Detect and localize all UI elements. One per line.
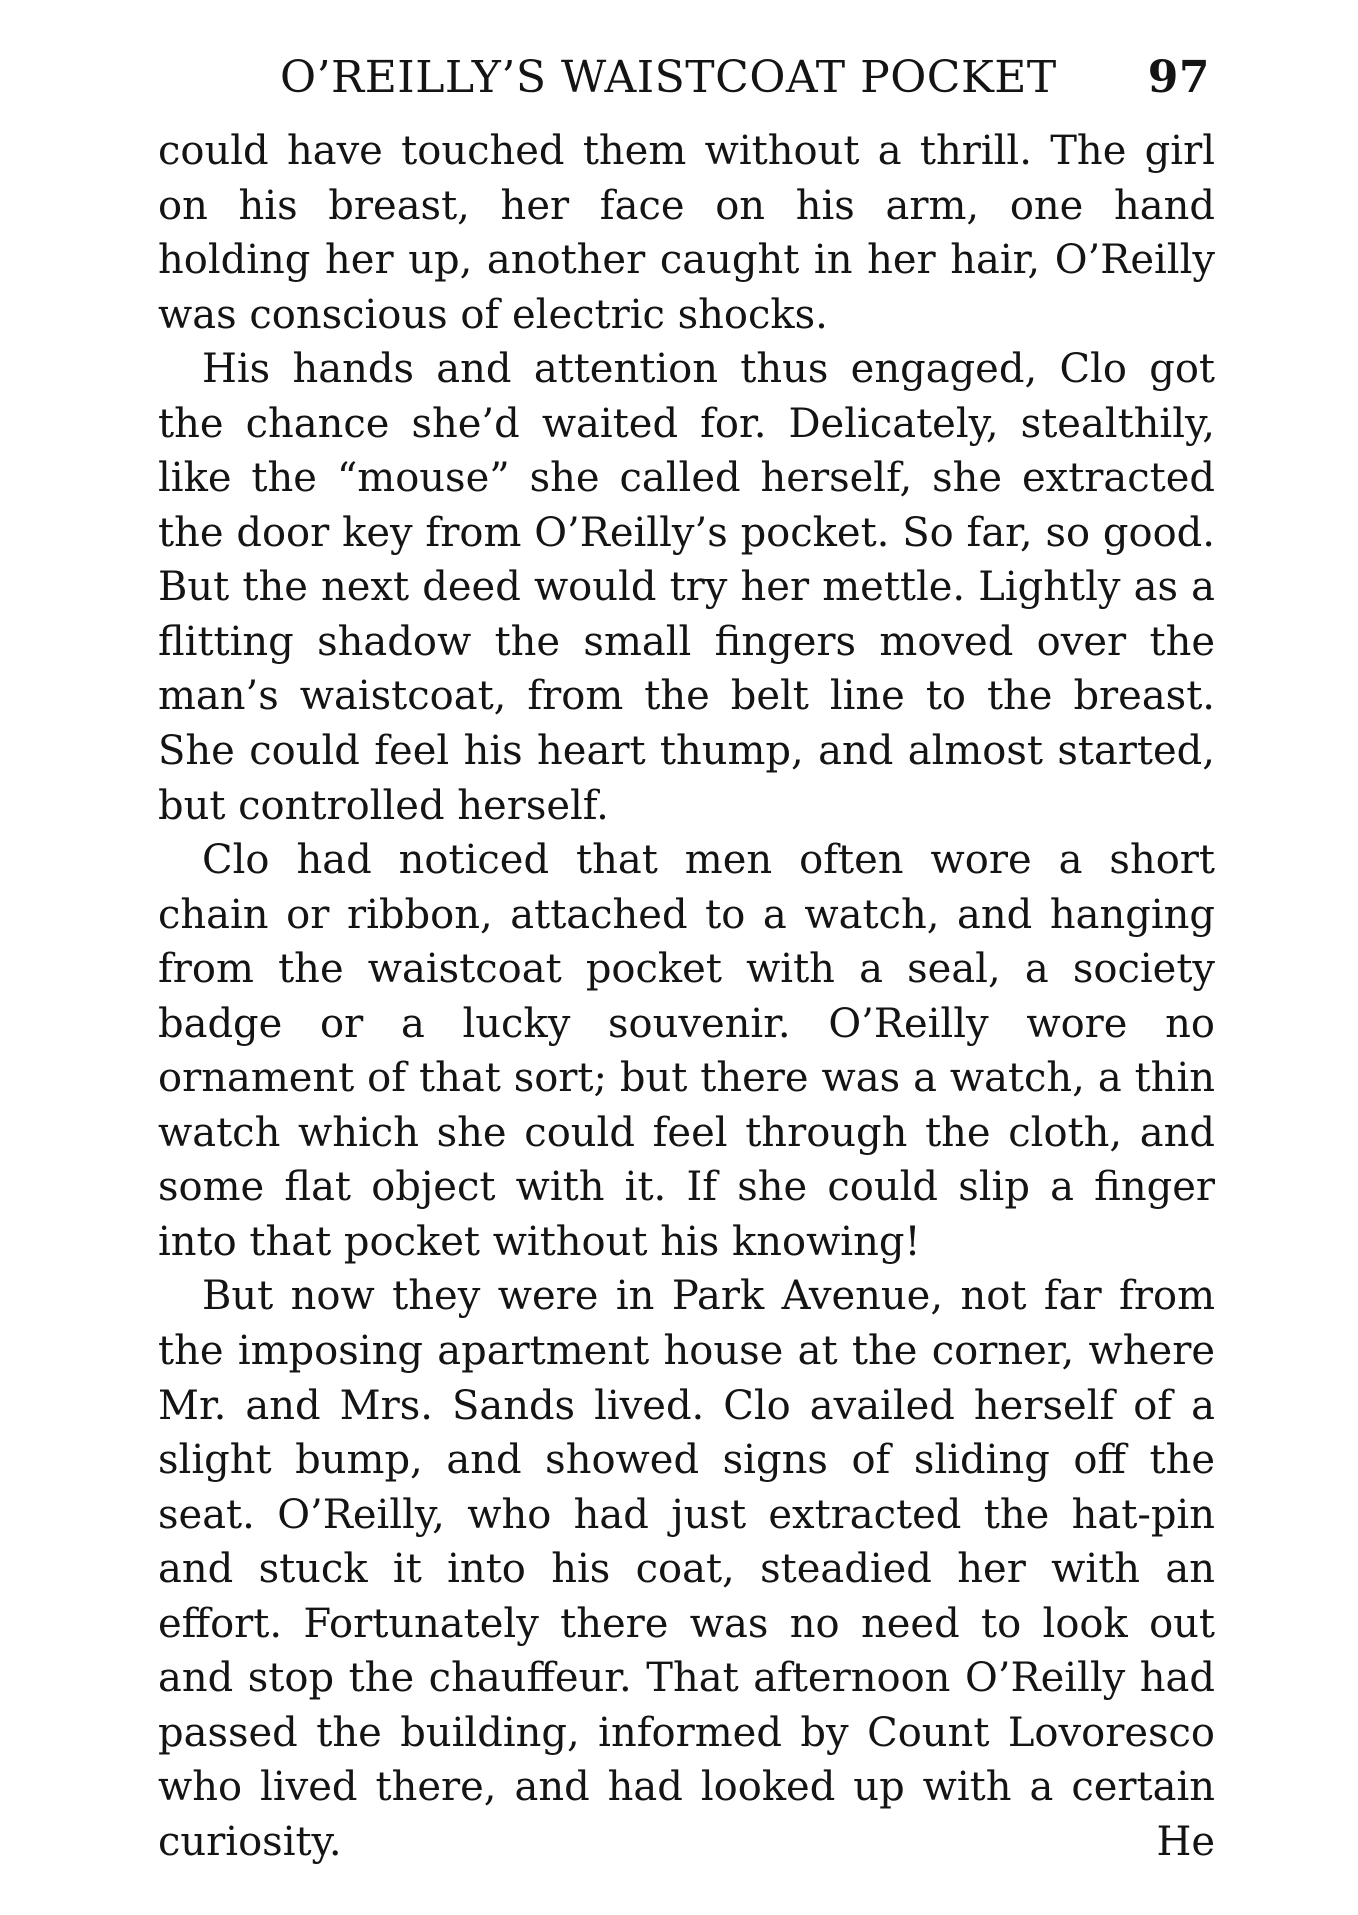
running-head-title: O’REILLY’S WAISTCOAT POCKET — [280, 51, 1057, 103]
paragraph: Clo had noticed that men often wore a short chain or ribbon, attached to a watch, and hanging from the waistcoat pocket with a seal, a society badge or a lucky souvenir. O’Reilly wore no ornament of that sort; but there was a watch, a thin watch which she could feel through the cloth, and some flat object with it. If she could slip a finger into that pocket without his knowing! — [158, 837, 1215, 1265]
running-head — [280, 42, 1210, 112]
body-text — [158, 124, 1215, 1870]
paragraph: His hands and attention thus engaged, Clo got the chance she’d waited for. Delicately, stealthily, like the “mouse” she called herself, she extracted the door key from O’Reilly’s pocket. So far, so good. But the next deed would try her mettle. Lightly as a flitting shadow the small fingers moved over the man’s waistcoat, from the belt line to the breast. She could feel his heart thump, and almost started, but controlled herself. — [158, 346, 1215, 829]
paragraph: But now they were in Park Avenue, not far from the imposing apartment house at the corner, where Mr. and Mrs. Sands lived. Clo availed herself of a slight bump, and showed signs of sliding off the seat. O’Reilly, who had just extracted the hat-pin and stuck it into his coat, steadied her with an effort. Fortunately there was no need to look out and stop the chauffeur. That afternoon O’Reilly had passed the building, informed by Count Lovoresco who lived there, and had looked up with a certain curiosity. He — [158, 1273, 1215, 1865]
page-number: 97 — [1147, 51, 1210, 103]
paragraph-continued: could have touched them without a thrill. The girl on his breast, her face on his arm, one hand holding her up, another caught in her hair, O’Reilly was conscious of electric shocks. — [158, 128, 1215, 338]
